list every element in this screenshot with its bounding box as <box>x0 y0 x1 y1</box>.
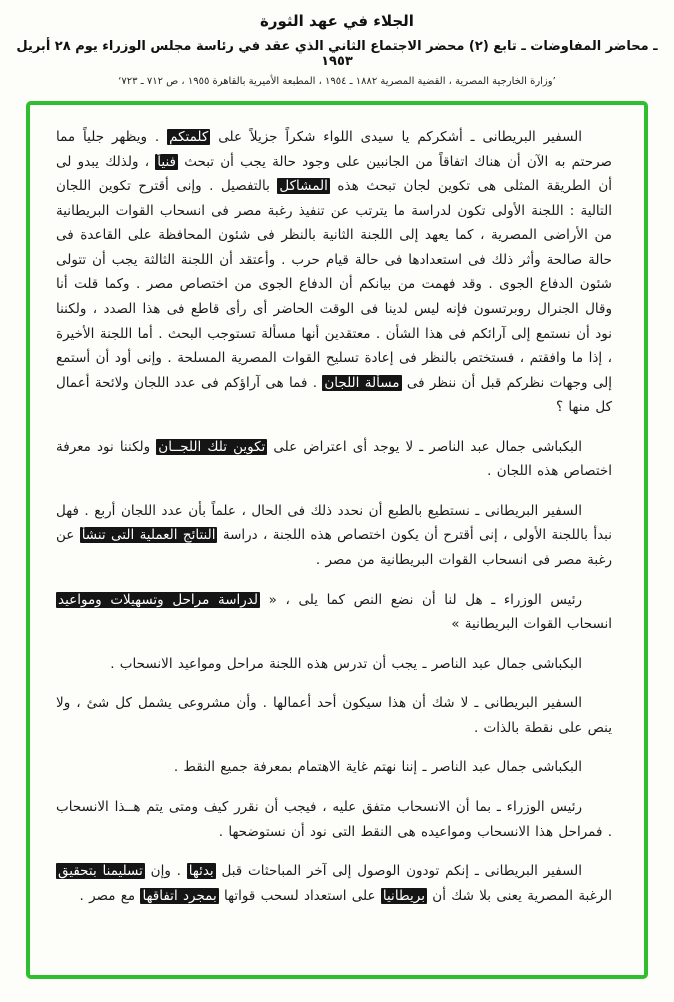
body-text-run: أشكركم يا سيدى اللواء شكراً جزيلاً على <box>210 129 463 145</box>
body-text-run: . فما هى آراؤكم فى عدد اللجان ولائحة أعمال كل منها ؟ <box>56 374 612 416</box>
highlighted-text: بمجرد اتفاقها <box>142 887 217 904</box>
speaker-name: البكباشى جمال عبد الناصر ـ <box>417 759 582 776</box>
highlighted-text: بريطانيا <box>382 887 425 904</box>
document-subtitle: ـ محاضر المفاوضات ـ تابع (٢) محضر الاجتماع الثاني الذي عقد في رئاسة مجلس الوزراء يوم ٢٨ أبريل ١٩٥٣ <box>16 39 658 69</box>
body-text-run: لا يوجد أى اعتراض على <box>267 438 414 455</box>
document-body <box>56 125 612 908</box>
speaker-name: رئيس الوزراء ـ <box>482 591 582 608</box>
body-text-run: إنكم تودون الوصول إلى آخر المباحثات قبل <box>215 863 470 880</box>
dialogue-paragraph <box>56 125 612 420</box>
speaker-name: السفير البريطانى ـ <box>462 129 582 145</box>
highlighted-text: النتائج العملية التى تنشأ <box>81 527 216 544</box>
body-text-run: انسحاب القوات البريطانية » <box>451 616 612 633</box>
highlighted-text: تسليمنا بتحقيق <box>58 863 143 880</box>
body-text-run: . ويظهر جلياً مما صرحتم به الآن أن هناك اتفاقاً من الجانبين على وجود حالة يجب أن تبحث <box>56 129 612 170</box>
highlighted-text: لدراسة مراحل وتسهيلات ومواعيد <box>58 591 258 608</box>
body-text-run: لا شك أن هذا سيكون أحد أعمالها . وأن مشروعى يشمل كل شئ ، ولا ينص على نقطة بالذات . <box>56 695 612 736</box>
highlighted-text: مسألة اللجان <box>324 374 400 391</box>
source-citation: ’وزارة الخارجية المصرية ، القضية المصرية ١٨٨٢ ـ ١٩٥٤ ، المطبعة الأميرية بالقاهرة ١٩٥٥ ، ص ٧١٢ ـ ٧٢٣‘ <box>118 76 556 87</box>
body-text-run: مع مصر . <box>79 887 141 904</box>
dialogue-paragraph <box>56 691 612 740</box>
speaker-name: السفير البريطانى ـ <box>469 502 582 519</box>
speaker-name: السفير البريطانى ـ <box>469 863 582 880</box>
body-text-run: ، ولذلك يبدو لى أن الطريقة المثلى هى تكوين لجان تبحث هذه <box>56 153 612 195</box>
highlighted-text: كلمتكم <box>169 129 209 145</box>
body-text-run: . وإن <box>144 863 187 880</box>
highlighted-text: المشاكل <box>279 178 328 195</box>
highlight-frame <box>26 101 648 979</box>
body-text-run: بالتفصيل . وإنى أقترح تكوين اللجان التالية : اللجنة الأولى تكون لدراسة ما يترتب عن تنفيذ رغبة مصر فى انسحاب القوات البريطانية من الأراضى المصرية ، كما يعهد إلى اللجنة الثانية بالنظر فى شئون المحافظة على القاعدة فى حالة صالحة وأثر ذلك فى استعدادها فى حالة قيام حرب . وأعتقد أن اللجنة الثالثة يجب أن تتولى شئون الدفاع الجوى . وقد فهمت من بيانكم أن الدفاع الجوى من اختصاص مصر . وكما قلت أنا وقال الجنرال روبرتسون فإنه ليس لدينا فى الوقت الحاضر أى رأى قاطع فى هذا الصدد ، ولكننا نود أن نستمع إلى آرائكم فى هذا الشأن . معتقدين أنها مسألة تستوجب البحث . أما اللجنة الأخيرة ، إذا ما وافقتم ، فستختص بالنظر فى إعادة تسليح القوات المصرية المسلحة . وإنى أود أن أستمع إلى وجهات نظركم قبل أن ننظر فى <box>56 178 612 391</box>
speaker-name: البكباشى جمال عبد الناصر ـ <box>417 655 582 672</box>
page-title: الجلاء في عهد الثورة <box>260 12 414 30</box>
speaker-name: البكباشى جمال عبد الناصر ـ <box>413 438 582 455</box>
dialogue-paragraph <box>56 499 612 573</box>
dialogue-paragraph <box>56 588 612 637</box>
body-text-run: عن رغبة مصر فى انسحاب القوات البريطانية من مصر . <box>56 527 612 568</box>
dialogue-paragraph <box>56 435 612 484</box>
body-text-run: هل لنا أن نضع النص كما يلى ، « <box>260 591 483 608</box>
speaker-name: رئيس الوزراء ـ <box>491 798 582 815</box>
dialogue-paragraph <box>56 652 612 677</box>
body-text-run: يجب أن تدرس هذه اللجنة مراحل ومواعيد الانسحاب . <box>110 655 418 672</box>
document-header <box>0 12 674 87</box>
body-text-run: إننا نهتم غاية الاهتمام بمعرفة جميع النقط . <box>173 759 418 776</box>
dialogue-paragraph <box>56 755 612 780</box>
highlighted-text: فنياً <box>157 153 176 170</box>
speaker-name: السفير البريطانى ـ <box>468 695 582 712</box>
body-text-run: بما أن الانسحاب متفق عليه ، فيجب أن نقرر كيف ومتى يتم هــذا الانسحاب . فمراحل هذا الانسحاب ومواعيده هى النقط التى نود أن نستوضحها . <box>56 798 612 840</box>
dialogue-paragraph <box>56 795 612 844</box>
body-text-run: الرغبة المصرية يعنى بلا شك أن <box>426 887 612 904</box>
dialogue-paragraph <box>56 859 612 908</box>
highlighted-text: تكوين تلك اللجــان <box>158 438 266 455</box>
highlighted-text: بدئها <box>188 863 214 880</box>
body-text-run: ولكننا نود معرفة اختصاص هذه اللجان . <box>56 438 612 480</box>
body-text-run: نستطيع بالطبع أن نحدد ذلك فى الحال ، علماً بأن عدد اللجان أربع . فهل نبدأ باللجنة الأولى ، إنى أقترح أن يكون اختصاص هذه اللجنة ، دراسة <box>56 502 612 544</box>
body-text-run: على استعداد لسحب قواتها <box>218 887 381 904</box>
